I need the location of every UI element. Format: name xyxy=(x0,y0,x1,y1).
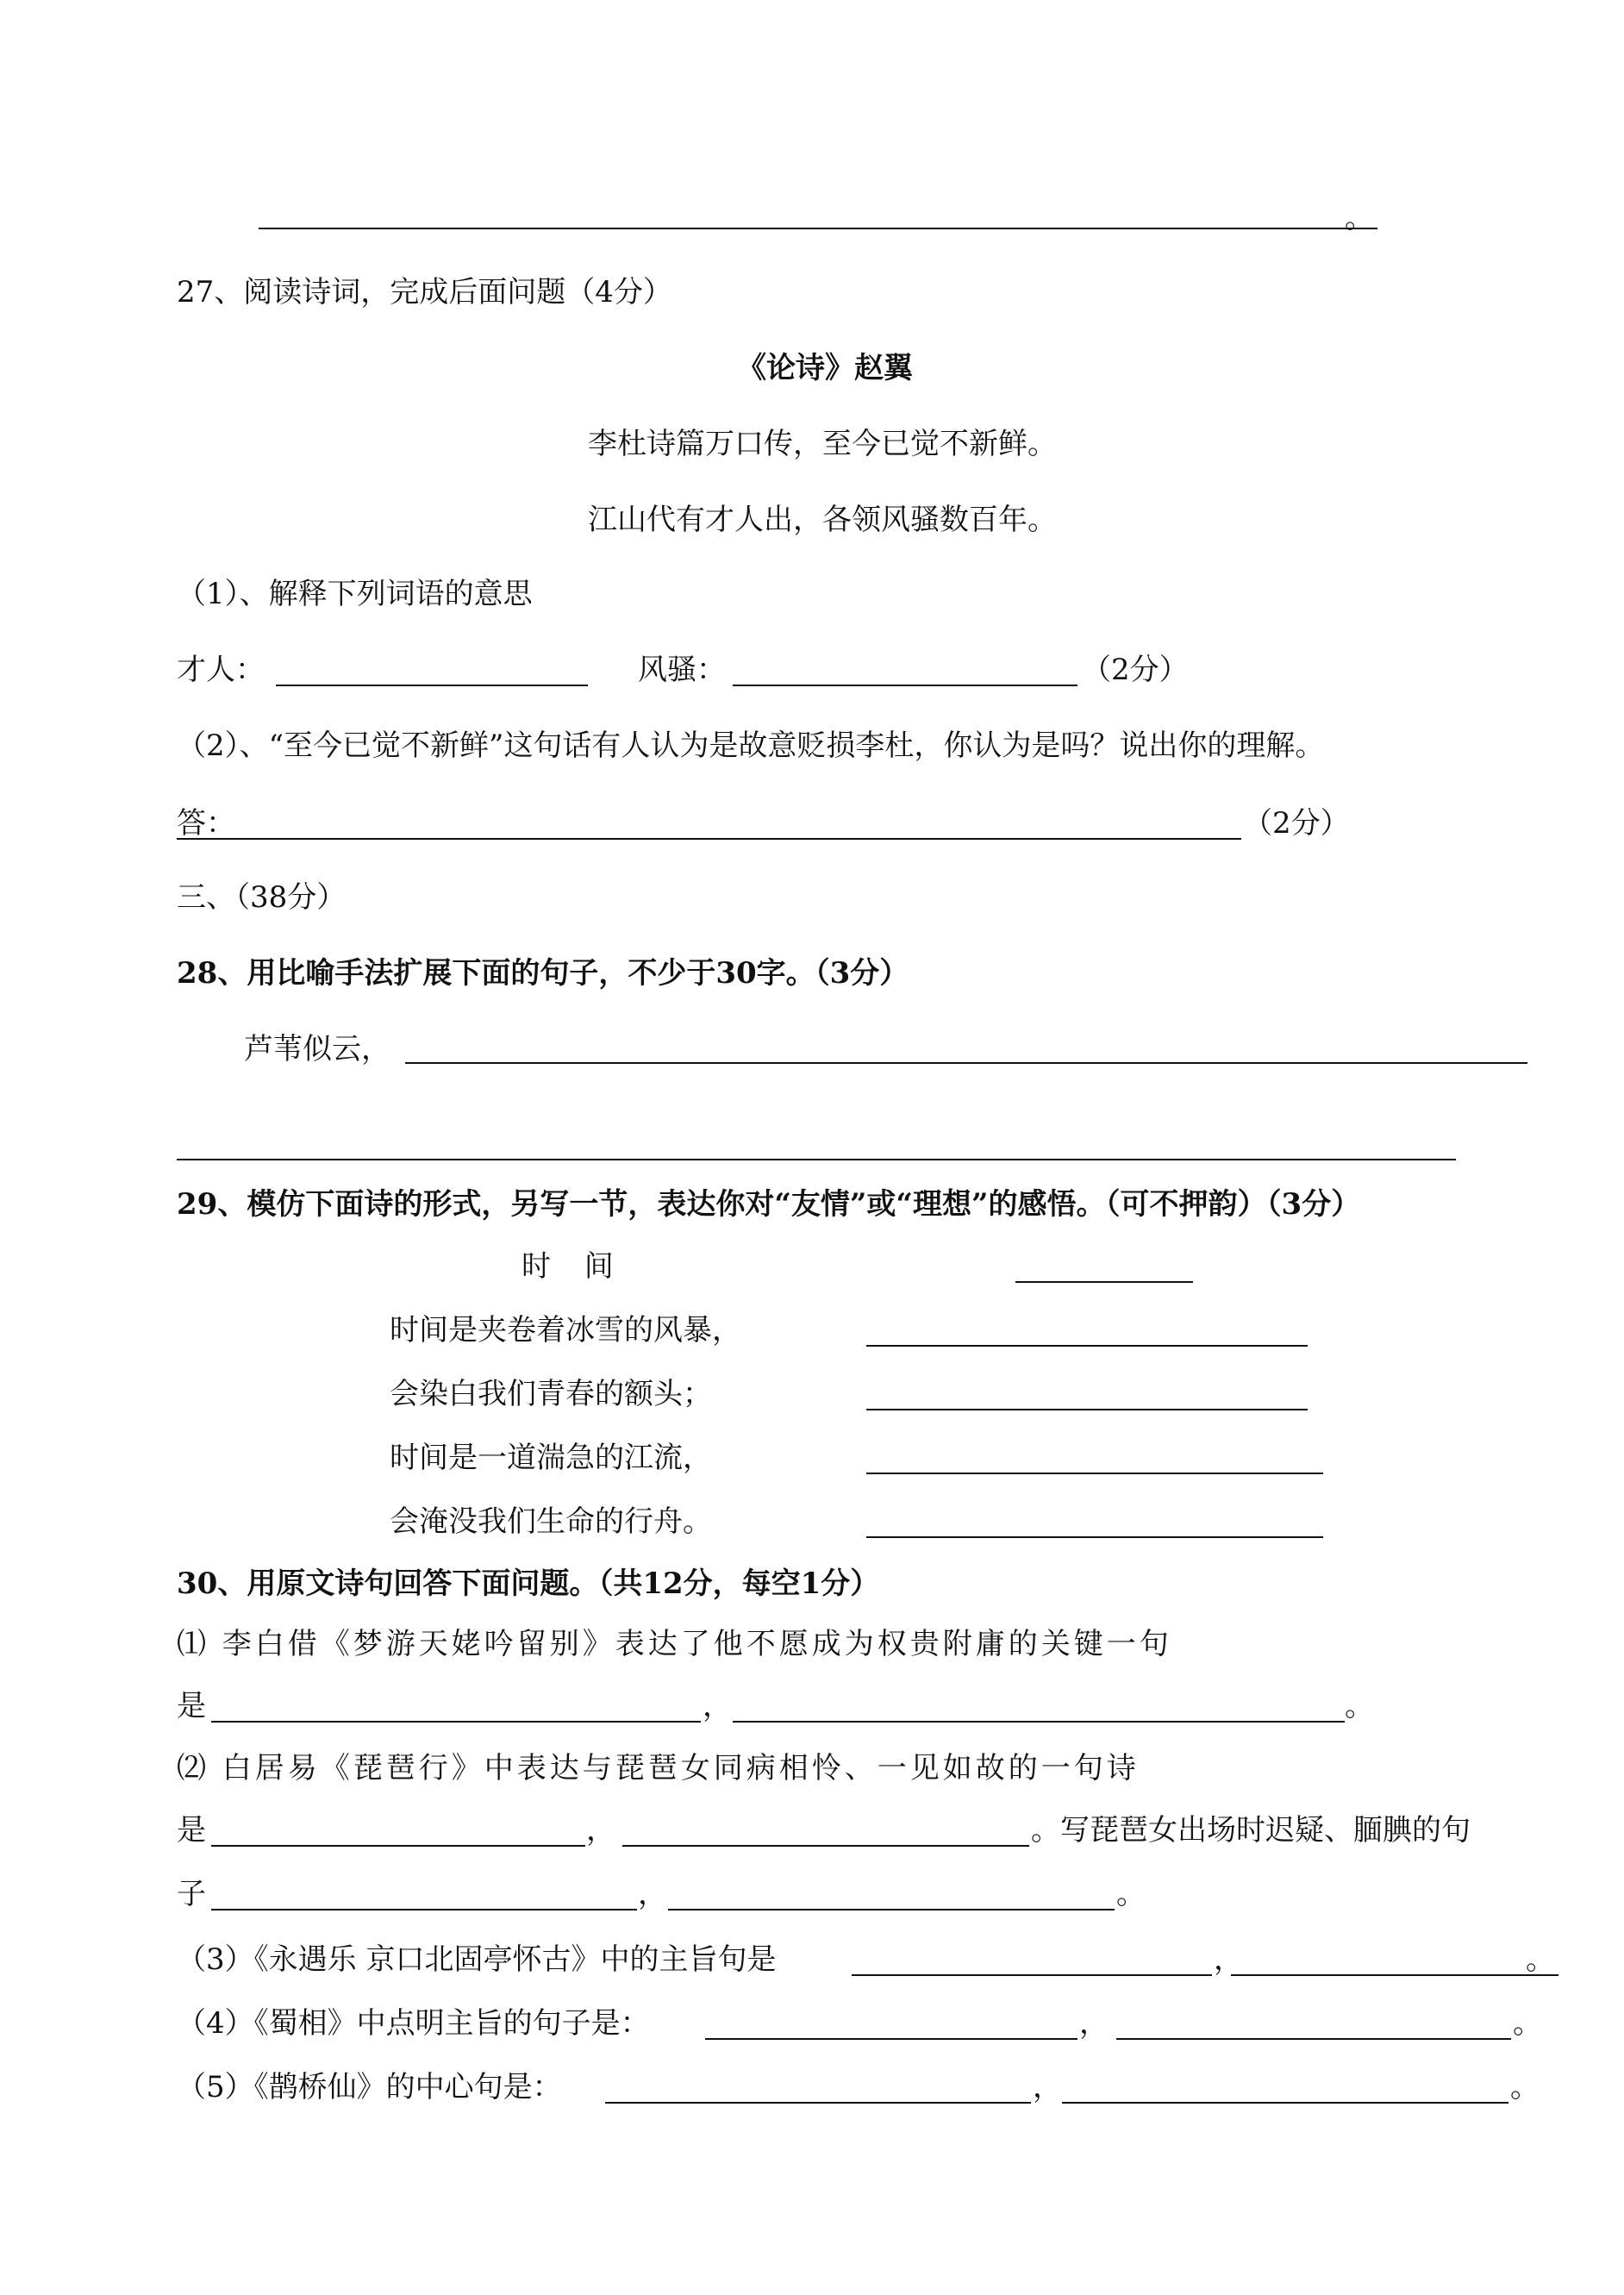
q30-item-2-prefix-2: 子 xyxy=(177,1877,206,1911)
q27-poem-line-2: 江山代有才人出，各领风骚数百年。 xyxy=(588,503,1057,537)
section-3-heading: 三、（38分） xyxy=(177,880,347,915)
q29-line-blank-4[interactable] xyxy=(866,1536,1323,1538)
q29-heading: 29、模仿下面诗的形式，另写一节，表达你对“友情”或“理想”的感悟。（可不押韵）（3分） xyxy=(177,1187,1361,1222)
q27-score-1: （2分） xyxy=(1082,653,1189,687)
q27-poem-title: 《论诗》赵翼 xyxy=(737,351,913,385)
q30-item-3-comma: ， xyxy=(1214,1942,1243,1977)
q29-poem-line-2: 会染白我们青春的额头； xyxy=(390,1377,712,1411)
q30-item-5: （5）《鹊桥仙》的中心句是： xyxy=(177,2070,562,2104)
q30-item-2-comma-2: ， xyxy=(638,1877,667,1911)
q29-title-blank[interactable] xyxy=(1015,1281,1193,1283)
q27-sub-question-1: （1）、解释下列词语的意思 xyxy=(177,577,533,611)
q30-item-5-period: 。 xyxy=(1510,2070,1540,2104)
q27-heading: 27、阅读诗词，完成后面问题（4分） xyxy=(177,275,672,310)
q27-poem-line-1: 李杜诗篇万口传，至今已觉不新鲜。 xyxy=(588,427,1057,461)
q30-item-1-blank-1[interactable] xyxy=(211,1721,701,1723)
q30-item-4-comma: ， xyxy=(1079,2006,1109,2041)
q30-item-5-blank-1[interactable] xyxy=(605,2102,1031,2104)
q28-answer-line-2[interactable] xyxy=(177,1159,1456,1160)
q28-heading: 28、用比喻手法扩展下面的句子，不少于30字。（3分） xyxy=(177,956,909,991)
q30-item-2-blank-4[interactable] xyxy=(668,1909,1115,1910)
q30-item-4-blank-2[interactable] xyxy=(1116,2038,1511,2040)
q30-item-4-period: 。 xyxy=(1513,2006,1542,2041)
q30-item-3-blank-1[interactable] xyxy=(852,1974,1212,1976)
q28-answer-line-1[interactable] xyxy=(405,1062,1527,1064)
q30-item-2-tail: 。写琵琶女出场时迟疑、腼腆的句 xyxy=(1031,1813,1471,1848)
q30-item-3-blank-2[interactable] xyxy=(1231,1974,1558,1976)
q27-score-2: （2分） xyxy=(1243,806,1350,841)
q27-answer-blank[interactable] xyxy=(177,838,1241,840)
q29-poem-line-1: 时间是夹卷着冰雪的风暴， xyxy=(390,1313,741,1348)
q30-item-5-blank-2[interactable] xyxy=(1062,2102,1508,2104)
q27-answer-label: 答： xyxy=(177,806,235,841)
q29-line-blank-1[interactable] xyxy=(866,1345,1308,1347)
q30-item-2-blank-3[interactable] xyxy=(211,1909,637,1910)
q30-item-4: （4）《蜀相》中点明主旨的句子是： xyxy=(177,2006,650,2041)
q30-item-1-comma: ， xyxy=(703,1689,732,1723)
q28-prompt: 芦苇似云， xyxy=(244,1032,390,1066)
q30-item-4-blank-1[interactable] xyxy=(705,2038,1077,2040)
q27-sub-question-2: （2）、“至今已觉不新鲜”这句话有人认为是故意贬损李杜，你认为是吗？说出你的理解。 xyxy=(177,729,1325,763)
q30-item-1-blank-2[interactable] xyxy=(733,1721,1345,1723)
q27-term-cairen-blank[interactable] xyxy=(276,685,588,686)
q30-heading: 30、用原文诗句回答下面问题。（共12分，每空1分） xyxy=(177,1566,880,1601)
q30-item-3-period: 。 xyxy=(1526,1942,1555,1977)
q30-item-2-blank-1[interactable] xyxy=(211,1845,585,1847)
q27-term-fengsao-blank[interactable] xyxy=(733,685,1077,686)
q30-item-1-line-1: ⑴ 李白借《梦游天姥吟留别》表达了他不愿成为权贵附庸的关键一句 xyxy=(177,1627,1172,1661)
answer-line-top[interactable] xyxy=(259,228,1377,229)
q29-poem-title: 时 间 xyxy=(522,1249,626,1284)
q30-item-2-blank-2[interactable] xyxy=(622,1845,1029,1847)
q30-item-5-comma: ， xyxy=(1033,2070,1062,2104)
q30-item-2-prefix: 是 xyxy=(177,1813,206,1848)
q30-item-3: （3）《永遇乐 京口北固亭怀古》中的主旨句是 xyxy=(177,1942,777,1977)
q29-poem-line-4: 会淹没我们生命的行舟。 xyxy=(390,1504,712,1539)
q29-poem-line-3: 时间是一道湍急的江流， xyxy=(390,1441,712,1475)
q29-line-blank-2[interactable] xyxy=(866,1409,1308,1410)
q27-term-fengsao-label: 风骚： xyxy=(638,653,726,687)
q29-line-blank-3[interactable] xyxy=(866,1473,1323,1474)
q30-item-1-period: 。 xyxy=(1345,1689,1374,1723)
q30-item-2-comma-1: ， xyxy=(586,1813,615,1848)
top-period: 。 xyxy=(1345,201,1374,235)
q30-item-2-line-1: ⑵ 白居易《琵琶行》中表达与琵琶女同病相怜、一见如故的一句诗 xyxy=(177,1751,1140,1785)
q30-item-1-prefix: 是 xyxy=(177,1689,206,1723)
q27-term-cairen-label: 才人： xyxy=(177,653,265,687)
q30-item-2-period: 。 xyxy=(1116,1877,1146,1911)
